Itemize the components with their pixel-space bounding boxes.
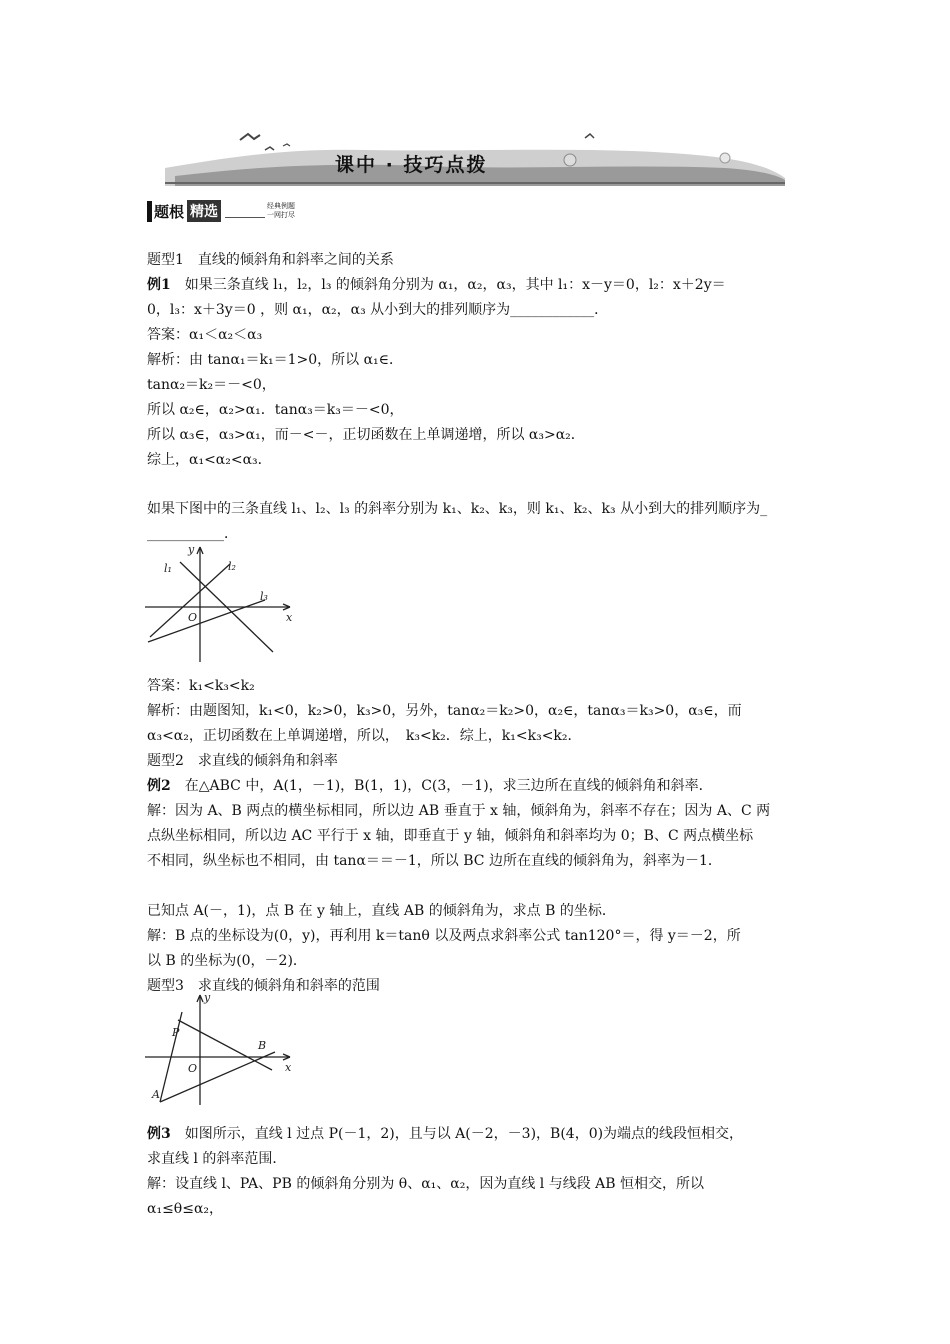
section-tag xyxy=(147,200,295,222)
bird-icon xyxy=(585,134,594,138)
exercise2-solution-line2: 以 B 的坐标为(0，－2)． xyxy=(147,953,307,969)
example1-line2: 0，l₃：x＋3y＝0 ，则 α₁，α₂，α₃ 从小到大的排列顺序为____________． xyxy=(147,302,609,318)
bird-icon xyxy=(240,134,260,140)
fig1-l2-label: l₂ xyxy=(228,560,236,573)
analysis1-line5: 综上，α₁<α₂<α₃． xyxy=(147,452,272,468)
example2-line: 例2 在△ABC 中，A(1，－1)，B(1，1)，C(3，－1)，求三边所在直线的倾斜角和斜率． xyxy=(147,778,713,794)
solution3-line2: α₁≤θ≤α₂， xyxy=(147,1201,224,1217)
exercise1-line2: ___________． xyxy=(147,526,238,542)
fig2-b-label: B xyxy=(258,1039,267,1052)
analysis1-line4: 所以 α₃∈，α₃>α₁，而－<－，正切函数在上单调递增，所以 α₃>α₂． xyxy=(147,427,585,443)
bird-icon xyxy=(265,147,274,150)
analysis1-line2: tanα₂＝k₂＝－<0， xyxy=(147,377,276,393)
fig1-y-label: y xyxy=(188,543,195,556)
heading-type2: 题型2 求直线的倾斜角和斜率 xyxy=(147,753,338,769)
example1-line1: 例1 如果三条直线 l₁，l₂，l₃ 的倾斜角分别为 α₁，α₂，α₃，其中 l₁：x－y＝0，l₂：x＋2y＝ xyxy=(147,277,726,293)
analysis1-line3: 所以 α₂∈，α₂>α₁．tanα₃＝k₃＝－<0， xyxy=(147,402,404,418)
figure-three-lines xyxy=(140,542,300,667)
exercise1-line1: 如果下图中的三条直线 l₁、l₂、l₃ 的斜率分别为 k₁、k₂、k₃，则 k₁、k₂、k₃ 从小到大的排列顺序为_ xyxy=(147,501,768,517)
fig1-l1-label: l₁ xyxy=(164,562,172,575)
analysis1-line1: 解析：由 tanα₁＝k₁＝1>0，所以 α₁∈． xyxy=(147,352,404,368)
fig1-x-label: x xyxy=(286,611,293,624)
heading-type1: 题型1 直线的倾斜角和斜率之间的关系 xyxy=(147,252,394,268)
fig2-p-label: P xyxy=(172,1026,180,1039)
tag-decoration xyxy=(225,205,265,218)
fig2-y-label: y xyxy=(204,991,211,1004)
line-l2 xyxy=(150,564,230,637)
exercise2-solution-line1: 解：B 点的坐标设为(0，y)，再利用 k＝tanθ 以及两点求斜率公式 tan120°＝，得 y＝－2，所 xyxy=(147,928,741,944)
bird-icon xyxy=(283,144,290,146)
analysis2-line2: α₃<α₂，正切函数在上单调递增，所以， k₃<k₂．综上，k₁<k₃<k₂． xyxy=(147,728,582,744)
figure-triangle xyxy=(140,990,300,1110)
answer1: 答案：α₁＜α₂＜α₃ xyxy=(147,327,263,343)
example3-line2: 求直线 l 的斜率范围． xyxy=(147,1151,287,1167)
analysis2-line1: 解析：由题图知，k₁<0，k₂>0，k₃>0，另外，tanα₂＝k₂>0，α₂∈，tanα₃＝k₃>0，α₃∈，而 xyxy=(147,703,742,719)
fig1-origin: O xyxy=(188,611,198,624)
fig1-l3-label: l₃ xyxy=(260,590,268,603)
example3-line1: 例3 如图所示，直线 l 过点 P(－1，2)，且与以 A(－2，－3)，B(4，0)为端点的线段恒相交， xyxy=(147,1126,744,1142)
solution2-line2: 点纵坐标相同，所以边 AC 平行于 x 轴，即垂直于 y 轴，倾斜角和斜率均为 0；B、C 两点横坐标 xyxy=(147,828,754,844)
tag-highlight: 精选 xyxy=(187,200,221,222)
segment-ab xyxy=(160,1052,275,1102)
fig2-a-label: A xyxy=(152,1088,160,1101)
solution3-line1: 解：设直线 l、PA、PB 的倾斜角分别为 θ、α₁、α₂，因为直线 l 与线段 AB 恒相交，所以 xyxy=(147,1176,705,1192)
tag-caption: 经典例题 一网打尽 xyxy=(267,202,296,219)
line-l3 xyxy=(148,600,265,642)
solution2-line1: 解：因为 A、B 两点的横坐标相同，所以边 AB 垂直于 x 轴，倾斜角为，斜率不存在；因为 A、C 两 xyxy=(147,803,771,819)
fig2-x-label: x xyxy=(285,1061,292,1074)
solution2-line3: 不相同，纵坐标也不相同，由 tanα＝＝－1，所以 BC 边所在直线的倾斜角为，斜率为－1． xyxy=(147,853,722,869)
exercise2-line: 已知点 A(－，1)，点 B 在 y 轴上，直线 AB 的倾斜角为，求点 B 的坐标． xyxy=(147,903,616,919)
banner-title: 课中 · 技巧点拨 xyxy=(335,154,488,176)
answer2: 答案：k₁<k₃<k₂ xyxy=(147,678,255,694)
heading-type3: 题型3 求直线的倾斜角和斜率的范围 xyxy=(147,978,380,994)
tag-main: 题根 xyxy=(147,201,186,222)
fig2-origin: O xyxy=(188,1062,198,1075)
